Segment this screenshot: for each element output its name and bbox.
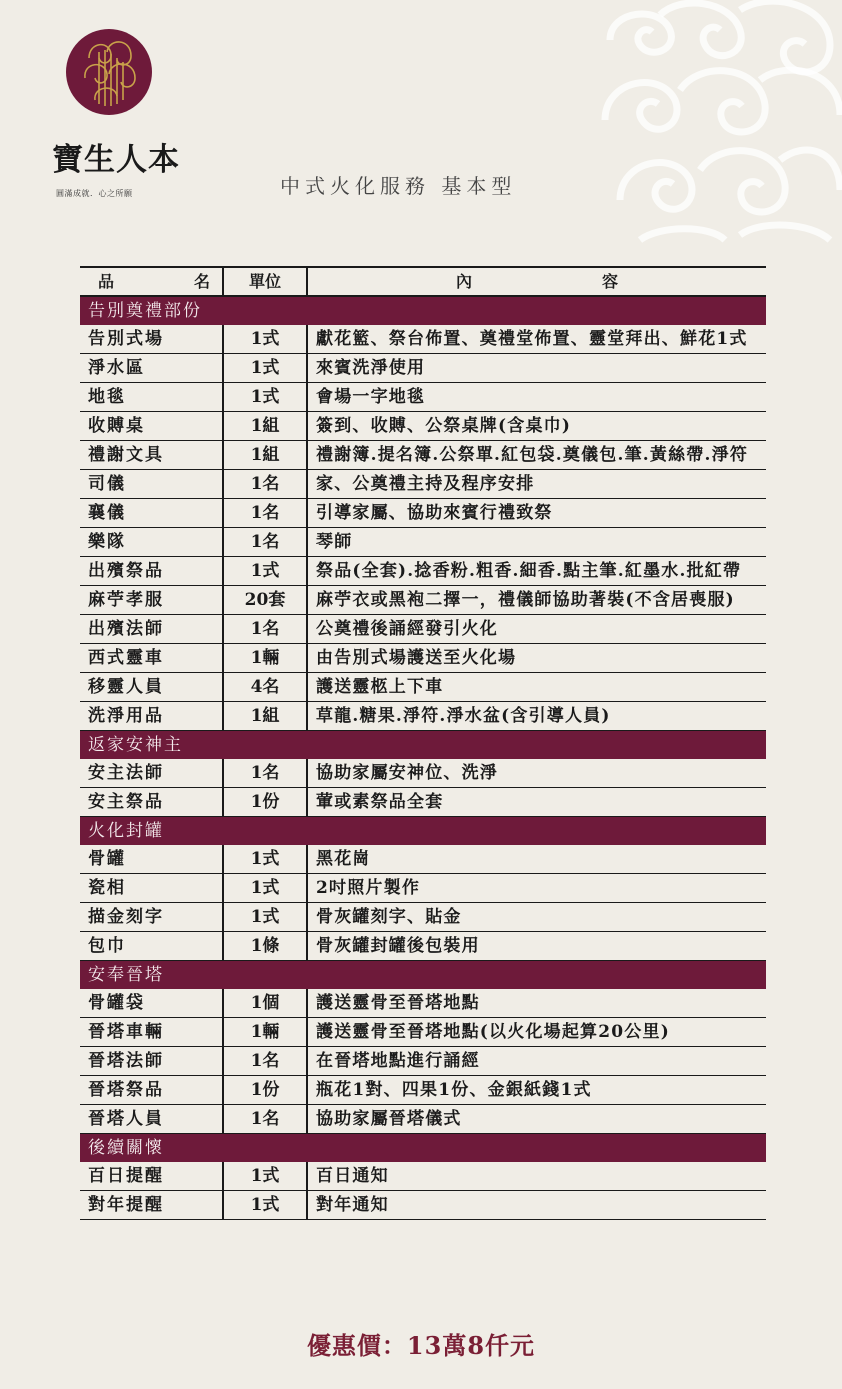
table-row (80, 470, 766, 499)
table-row (80, 528, 766, 557)
item-name: 晉塔車輛 (80, 1018, 223, 1047)
item-name: 包巾 (80, 932, 223, 961)
section-title: 返家安神主 (80, 731, 766, 760)
item-name: 百日提醒 (80, 1162, 223, 1191)
item-unit: 1名 (223, 1047, 307, 1076)
table-row (80, 1076, 766, 1105)
item-content: 由告別式場護送至火化場 (307, 644, 766, 673)
item-content: 護送靈骨至晉塔地點(以火化場起算20公里) (307, 1018, 766, 1047)
item-content: 2吋照片製作 (307, 874, 766, 903)
service-price-table (80, 266, 766, 1220)
table-row (80, 325, 766, 354)
header-unit: 單位 (223, 267, 307, 296)
item-unit: 1式 (223, 1191, 307, 1220)
section-title: 火化封罐 (80, 817, 766, 846)
item-unit: 1名 (223, 470, 307, 499)
item-content: 琴師 (307, 528, 766, 557)
item-content: 在晉塔地點進行誦經 (307, 1047, 766, 1076)
item-content: 黑花崗 (307, 845, 766, 874)
table-row (80, 1162, 766, 1191)
item-name: 晉塔人員 (80, 1105, 223, 1134)
item-name: 出殯祭品 (80, 557, 223, 586)
item-unit: 1名 (223, 1105, 307, 1134)
item-name: 描金刻字 (80, 903, 223, 932)
item-content: 家、公奠禮主持及程序安排 (307, 470, 766, 499)
item-unit: 1名 (223, 528, 307, 557)
item-unit: 20套 (223, 586, 307, 615)
item-content: 骨灰罐刻字、貼金 (307, 903, 766, 932)
section-title: 安奉晉塔 (80, 961, 766, 990)
item-name: 西式靈車 (80, 644, 223, 673)
item-name: 對年提醒 (80, 1191, 223, 1220)
item-content: 協助家屬晉塔儀式 (307, 1105, 766, 1134)
item-unit: 1組 (223, 412, 307, 441)
item-content: 護送靈柩上下車 (307, 673, 766, 702)
item-name: 禮謝文具 (80, 441, 223, 470)
item-unit: 1條 (223, 932, 307, 961)
item-content: 簽到、收賻、公祭桌牌(含桌巾) (307, 412, 766, 441)
item-content: 協助家屬安神位、洗淨 (307, 759, 766, 788)
item-unit: 1輛 (223, 644, 307, 673)
item-name: 骨罐袋 (80, 989, 223, 1018)
table-row (80, 759, 766, 788)
item-name: 司儀 (80, 470, 223, 499)
table-row (80, 354, 766, 383)
item-content: 骨灰罐封罐後包裝用 (307, 932, 766, 961)
item-name: 晉塔法師 (80, 1047, 223, 1076)
page-title: 中式火化服務 基本型 (280, 174, 517, 198)
item-unit: 1式 (223, 1162, 307, 1191)
item-unit: 1名 (223, 759, 307, 788)
item-content: 公奠禮後誦經發引火化 (307, 615, 766, 644)
section-title: 後續關懷 (80, 1134, 766, 1163)
table-row (80, 1047, 766, 1076)
section-header (80, 296, 766, 325)
table-row (80, 989, 766, 1018)
item-name: 淨水區 (80, 354, 223, 383)
item-unit: 1組 (223, 702, 307, 731)
item-content: 葷或素祭品全套 (307, 788, 766, 817)
item-content: 會場一字地毯 (307, 383, 766, 412)
item-name: 安主法師 (80, 759, 223, 788)
item-content: 祭品(全套).捻香粉.粗香.細香.點主筆.紅墨水.批紅帶 (307, 557, 766, 586)
item-unit: 1名 (223, 615, 307, 644)
table-row (80, 441, 766, 470)
item-name: 告別式場 (80, 325, 223, 354)
table-row (80, 383, 766, 412)
item-name: 收賻桌 (80, 412, 223, 441)
item-name: 樂隊 (80, 528, 223, 557)
section-header (80, 817, 766, 846)
item-unit: 1式 (223, 903, 307, 932)
table-row (80, 903, 766, 932)
section-header (80, 961, 766, 990)
item-name: 骨罐 (80, 845, 223, 874)
table-row (80, 586, 766, 615)
item-name: 晉塔祭品 (80, 1076, 223, 1105)
item-content: 百日通知 (307, 1162, 766, 1191)
item-content: 對年通知 (307, 1191, 766, 1220)
item-unit: 1式 (223, 354, 307, 383)
item-content: 護送靈骨至晉塔地點 (307, 989, 766, 1018)
table-row (80, 615, 766, 644)
item-name: 洗淨用品 (80, 702, 223, 731)
item-unit: 1式 (223, 874, 307, 903)
item-content: 引導家屬、協助來賓行禮致祭 (307, 499, 766, 528)
item-unit: 1式 (223, 325, 307, 354)
header-item-name: 品 名 (80, 267, 223, 296)
item-name: 移靈人員 (80, 673, 223, 702)
table-row (80, 412, 766, 441)
item-name: 地毯 (80, 383, 223, 412)
item-name: 出殯法師 (80, 615, 223, 644)
item-name: 麻苧孝服 (80, 586, 223, 615)
item-unit: 1份 (223, 788, 307, 817)
table-row (80, 1018, 766, 1047)
item-unit: 1份 (223, 1076, 307, 1105)
item-content: 瓶花1對、四果1份、金銀紙錢1式 (307, 1076, 766, 1105)
table-row (80, 1105, 766, 1134)
table-row (80, 845, 766, 874)
brand-tagline: 圓滿成就．心之所願 (56, 189, 133, 198)
item-content: 禮謝簿.提名簿.公祭單.紅包袋.奠儀包.筆.黃絲帶.淨符 (307, 441, 766, 470)
item-unit: 1式 (223, 845, 307, 874)
item-name: 瓷相 (80, 874, 223, 903)
table-row (80, 874, 766, 903)
item-unit: 1組 (223, 441, 307, 470)
item-name: 襄儀 (80, 499, 223, 528)
logo-emblem-icon (65, 28, 153, 116)
cloud-pattern-decoration (600, 0, 842, 245)
item-unit: 1式 (223, 557, 307, 586)
item-content: 麻苧衣或黑袍二擇一，禮儀師協助著裝(不含居喪服) (307, 586, 766, 615)
table-row (80, 1191, 766, 1220)
header-content: 內 容 (307, 267, 766, 296)
item-content: 來賓洗淨使用 (307, 354, 766, 383)
item-unit: 4名 (223, 673, 307, 702)
section-header (80, 731, 766, 760)
table-row (80, 932, 766, 961)
item-content: 草龍.糖果.淨符.淨水盆(含引導人員) (307, 702, 766, 731)
table-row (80, 499, 766, 528)
item-unit: 1個 (223, 989, 307, 1018)
item-unit: 1名 (223, 499, 307, 528)
item-unit: 1輛 (223, 1018, 307, 1047)
table-row (80, 557, 766, 586)
item-name: 安主祭品 (80, 788, 223, 817)
offer-price: 優惠價：13萬8仟元 (306, 1331, 536, 1360)
item-unit: 1式 (223, 383, 307, 412)
brand-name: 寶生人本 (52, 142, 180, 178)
table-row (80, 644, 766, 673)
section-header (80, 1134, 766, 1163)
table-row (80, 788, 766, 817)
section-title: 告別奠禮部份 (80, 296, 766, 325)
table-header-row (80, 267, 766, 296)
table-row (80, 702, 766, 731)
item-content: 獻花籃、祭台佈置、奠禮堂佈置、靈堂拜出、鮮花1式 (307, 325, 766, 354)
table-body (80, 296, 766, 1220)
table-row (80, 673, 766, 702)
